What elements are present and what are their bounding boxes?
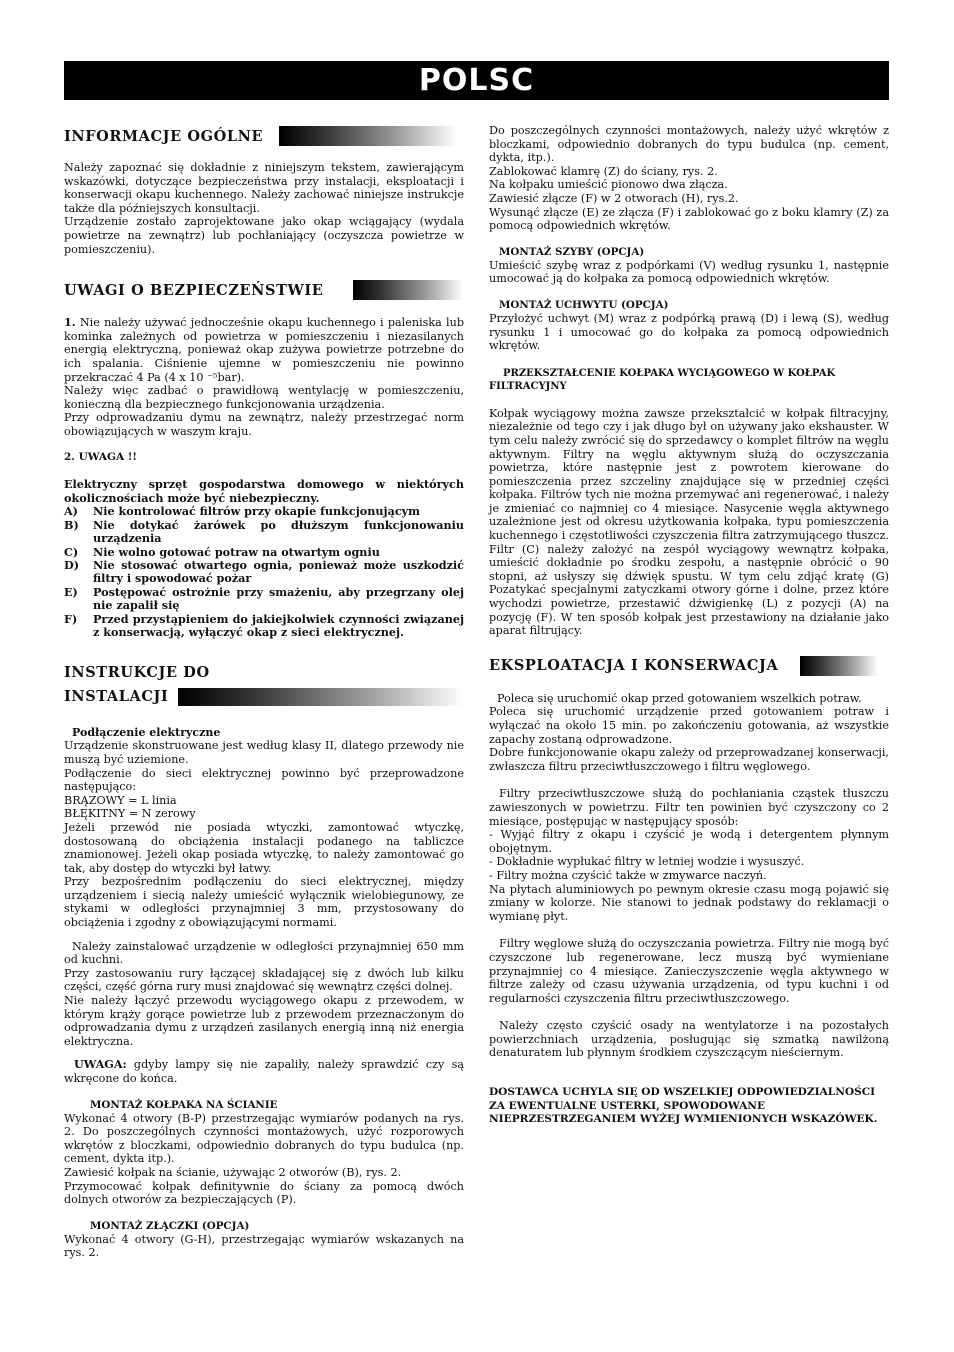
paragraph: Do poszczególnych czynności montażowych, należy użyć wkrętów z bloczkami, odpowiednio dobranych do typu budulca (np. cement, dykta, itp.). [489,124,889,165]
warning-list-text: Nie kontrolować filtrów przy okapie funkcjonującym [93,504,420,519]
paragraph: Zablokować klamrę (Z) do ściany, rys. 2. [489,164,718,178]
left-column [64,126,464,1260]
warning-list-text: Przed przystąpieniem do jakiejkolwiek czynności związanej z konserwacją, wyłączyć okap z sieci elektrycznej. [93,611,464,639]
subheading: MONTAŻ UCHWYTU (OPCJA) [499,298,669,311]
subheading: MONTAŻ ZŁĄCZKI (OPCJA) [90,1219,250,1232]
paragraph: Przyłożyć uchwyt (M) wraz z podpórką prawą (D) i lewą (S), według rysunku 1 i umocować go do kołpaka za pomocą odpowiednich wkrętów. [489,311,889,353]
warning-list-text: Nie dotykać żarówek po dłuższym funkcjonowaniu urządzenia [93,517,464,546]
paragraph: Przy zastosowaniu rury łączącej składającej się z dwóch lub kilku części, część górna rury musi znajdować się wewnątrz części dolnej. [64,966,464,994]
paragraph: Zawiesić złącze (F) w 2 otworach (H), rys.2. [489,191,739,205]
subheading: PRZEKSZTAŁCENIE KOŁPAKA WYCIĄGOWEGO W KOŁPAK FILTRACYJNY [489,367,836,392]
paragraph: UWAGA: gdyby lampy się nie zapaliły, należy sprawdzić czy są wkręcone do końca. [64,1057,464,1085]
paragraph: Wysunąć złącze (E) ze złącza (F) i zablokować go z boku klamry (Z) za pomocą odpowiednich wkrętów. [489,205,889,233]
paragraph: Filtry węglowe służą do oczyszczania powietrza. Filtry nie mogą być czyszczone lub regenerowane, lecz muszą być wymieniane przynajmniej co 4 miesiące. Zanieczyszczenie węgla aktywnego w filtrze zależy od czasu używania urządzenia, od typu kuchni i od regularności czyszczenia filtru przeciwtłuszczowego. [489,937,889,1005]
paragraph: Dobre funkcjonowanie okapu zależy od przeprowadzanej konserwacji, zwłaszcza filtru przeciwtłuszczowego i filtru węglowego. [489,746,889,773]
section-heading-installation: INSTRUKCJE DO INSTALACJI [64,661,464,709]
paragraph: Należy często czyścić osady na wentylatorze i na pozostałych powierzchniach urządzenia, posługując się szmatką nawilżoną denaturatem lub płynnym środkiem czyszczącym nieściernym. [489,1019,889,1060]
paragraph: Urządzenie zostało zaprojektowane jako okap wciągający (wydala powietrze na zewnątrz) lub pochłaniający (oczyszcza powietrze w pomieszczeniu). [64,215,464,256]
page-title: POLSC [64,61,889,100]
paragraph: Należy zainstalować urządzenie w odległości przynajmniej 650 mm od kuchni. [64,939,464,967]
paragraph: Urządzenie skonstruowane jest według klasy II, dlatego przewody nie muszą być uziemione. [64,739,464,766]
paragraph: Na kołpaku umieścić pionowo dwa złącza. [489,178,728,192]
warning-list-key: B) [64,517,79,532]
warning-list-item [64,505,464,518]
warning-list-item [64,559,464,586]
warning-list-key: C) [64,544,79,559]
paragraph: BŁĘKITNY = N zerowy [64,807,196,821]
paragraph: - Filtry można czyścić także w zmywarce naczyń. [489,868,767,882]
paragraph: Wykonać 4 otwory (B-P) przestrzegając wymiarów podanych na rys. 2. Do poszczególnych czynności montażowych, użyć rozporowych wkrętów z bloczkami, odpowiednio dobranych do typu budulca (np. cement, dykta itp.). [64,1111,464,1166]
warning-list-key: A) [64,504,78,519]
warning-label: 2. UWAGA !! [64,450,138,463]
paragraph: Przy bezpośrednim podłączeniu do sieci elektrycznej, między urządzeniem i siecią należy umieścić wyłącznik wielobiegunowy, ze stykami w odległości przynajmniej 3 mm, przystosowany do obciążenia i zgodny z obowiązującymi normami. [64,875,464,930]
warning-text: Elektryczny sprzęt gospodarstwa domowego w niektórych okolicznościach może być niebezpieczny. [64,477,464,505]
warning-list-text: Postępować ostrożnie przy smażeniu, aby przegrzany olej nie zapalił się [93,584,464,613]
section-heading-maintenance: EKSPLOATACJA I KONSERWACJA [489,656,889,676]
warning-list-key: F) [64,611,78,626]
heading-gradient-bar [353,280,463,300]
heading-gradient-bar [279,126,457,146]
disclaimer: DOSTAWCA UCHYLA SIĘ OD WSZELKIEJ ODPOWIEDZIALNOŚCI ZA EWENTUALNE USTERKI, SPOWODOWANE NIEPRZESTRZEGANIEM WYŻEJ WYMIENIONYCH WSKAZÓWEK. [489,1086,878,1126]
paragraph: Jeżeli przewód nie posiada wtyczki, zamontować wtyczkę, dostosowaną do obciążenia instalacji podanego na tabliczce znamionowej. Jeżeli okap posiada wtyczkę, to należy zamontować go tak, aby dostęp do wtyczki był łatwy. [64,820,464,875]
paragraph: Należy zapoznać się dokładnie z niniejszym tekstem, zawierającym wskazówki, dotyczące bezpieczeństwa przy instalacji, eksploatacji i konserwacji okapu kuchennego. Należy zachować niniejsze instrukcje także dla późniejszych konsultacji. [64,161,464,215]
warning-list-key: E) [64,584,78,599]
warning-list-text: Nie stosować otwartego ognia, ponieważ może uszkodzić filtry i spowodować pożar [93,557,464,586]
warning-list-item [64,546,464,559]
warning-list-item [64,519,464,546]
warning-list-text: Nie wolno gotować potraw na otwartym ogniu [93,544,380,559]
paragraph: 1. Nie należy używać jednocześnie okapu kuchennego i paleniska lub kominka zależnych od powietrza w pomieszczeniu i niezasilanych energią elektryczną, ponieważ okap zużywa powietrze potrzebne do ich spalania. Ciśnienie ujemne w pomieszczeniu nie powinno przekraczać 4 Pa (4 x 10 ⁻⁵bar). [64,315,464,384]
warning-list-item [64,613,464,640]
paragraph: Nie należy łączyć przewodu wyciągowego okapu z przewodem, w którym krąży gorące powietrze lub z przewodem przeznaczonym do odprowadzania dymu z urządzeń zasilanych energią inną niż energia elektryczna. [64,994,464,1048]
paragraph: Kołpak wyciągowy można zawsze przekształcić w kołpak filtracyjny, niezależnie od tego czy i jak długo był on używany jako ekshauster. W tym celu należy zwrócić się do sprzedawcy o komplet filtrów na węglu aktywnym. Filtry na węglu aktywnym służą do oczyszczania powietrza, które następnie jest z powrotem kierowane do pomieszczenia przez szczeliny znajdujące się w przedniej części kołpaka. Filtrów tych nie można przemywać ani regenerować, i należy je zmieniać co najmniej co 4 miesiące. Nasycenie węgla aktywnego uzależnione jest od okresu użytkowania kołpaka, typu pomieszczenia kuchennego i częstotliwości czyszczenia filtra zatrzymującego tłuszcz. Filtr (C) należy założyć na zespół wyciągowy wewnątrz kołpaka, umieścić dokładnie po środku zespołu, a następnie obrócić o 90 stopni, aż usłyszy się dźwięk spustu. W tym celu zdjąć kratę (G) Pozatykać specjalnymi zatyczkami otwory górne i dolne, przez które wychodzi powietrze, przestawić dźwigienkę (L) z pozycji (A) na pozycję (F). W ten sposób kołpak jest przestawiony na działanie jako aparat filtrujący. [489,406,889,638]
paragraph: BRĄZOWY = L linia [64,793,177,807]
paragraph: Podłączenie do sieci elektrycznej powinno być przeprowadzone następująco: [64,766,464,794]
paragraph: Poleca się uruchomić urządzenie przed gotowaniem potraw i wyłączać na około 15 min. po zakończeniu gotowania, aż wszystkie zapachy zostaną odprowadzone. [489,705,889,746]
paragraph: Należy więc zadbać o prawidłową wentylację w pomieszczeniu, konieczną dla bezpiecznego funkcjonowania urządzenia. [64,384,464,411]
warning-list-item [64,586,464,613]
heading-gradient-bar [178,688,464,706]
warning-list [64,505,464,639]
subheading: MONTAŻ SZYBY (OPCJA) [499,245,645,258]
section-heading-general: INFORMACJE OGÓLNE [64,126,464,146]
paragraph: Zawiesić kołpak na ścianie, używając 2 otworów (B), rys. 2. [64,1165,402,1179]
section-heading-safety: UWAGI O BEZPIECZEŃSTWIE [64,280,464,300]
paragraph: Wykonać 4 otwory (G-H), przestrzegając wymiarów wskazanych na rys. 2. [64,1232,464,1260]
paragraph: - Dokładnie wypłukać filtry w letniej wodzie i wysuszyć. [489,855,805,869]
paragraph: Na płytach aluminiowych po pewnym okresie czasu mogą pojawić się zmiany w kolorze. Nie stanowi to jednak podstawy do reklamacji o wymianę płyt. [489,882,889,923]
paragraph: Przymocować kołpak definitywnie do ściany za pomocą dwóch dolnych otworów za bezpieczających (P). [64,1179,464,1207]
warning-list-key: D) [64,557,79,572]
paragraph: Przy odprowadzaniu dymu na zewnątrz, należy przestrzegać norm obowiązujących w waszym kraju. [64,411,464,438]
heading-gradient-bar [800,656,878,676]
paragraph: Filtry przeciwtłuszczowe służą do pochłaniania cząstek tłuszczu zawieszonych w powietrzu. Filtr ten powinien być czyszczony co 2 miesiące, postępując w następujący sposób: [489,787,889,828]
paragraph: - Wyjąć filtry z okapu i czyścić je wodą i detergentem płynnym obojętnym. [489,828,889,855]
subheading: MONTAŻ KOŁPAKA NA ŚCIANIE [90,1098,278,1111]
subheading: Podłączenie elektryczne [72,726,221,740]
paragraph: Umieścić szybę wraz z podpórkami (V) według rysunku 1, następnie umocować ją do kołpaka za pomocą odpowiednich wkrętów. [489,258,889,286]
paragraph: Poleca się uruchomić okap przed gotowaniem wszelkich potraw. [497,691,862,705]
right-column [489,124,889,1127]
